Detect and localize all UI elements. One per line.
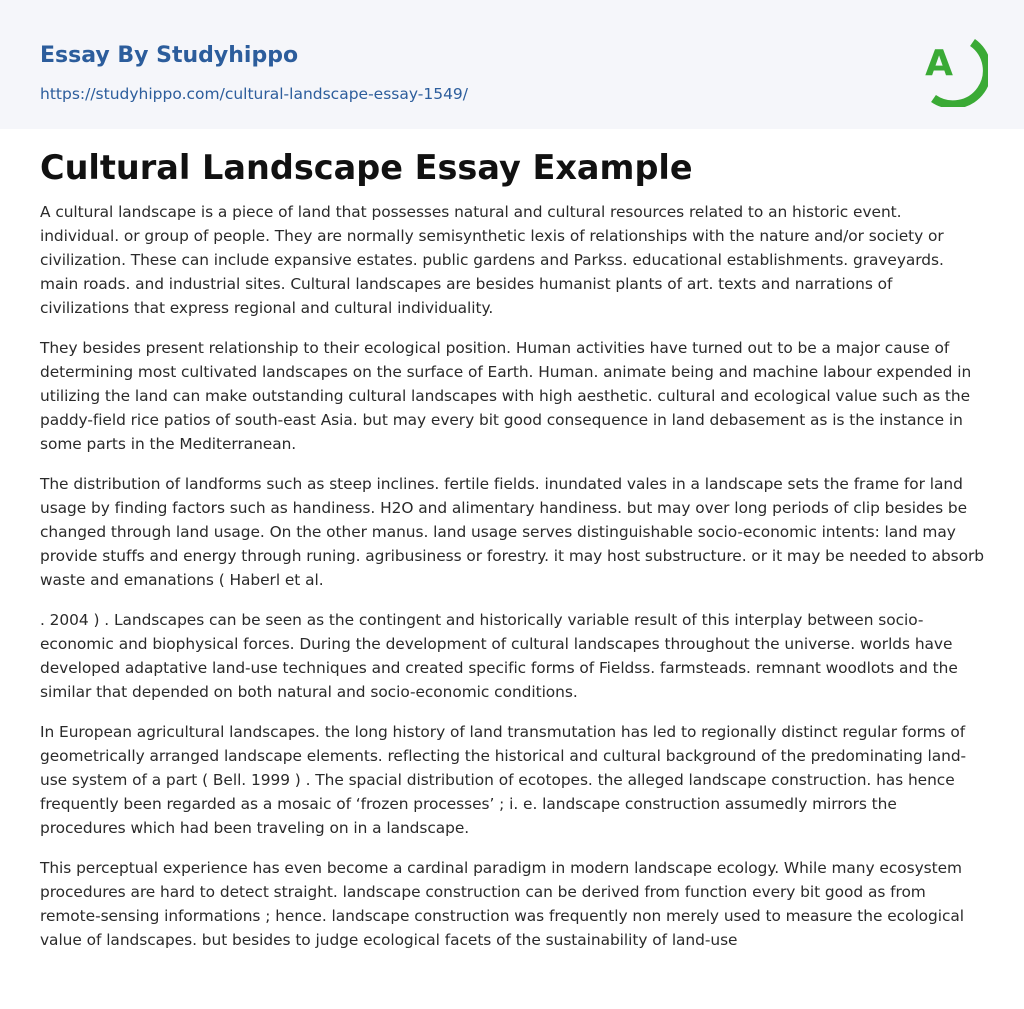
essay-url-link[interactable]: https://studyhippo.com/cultural-landscape-essay-1549/ bbox=[40, 85, 469, 103]
essay-paragraph: This perceptual experience has even become a cardinal paradigm in modern landscape ecology. While many ecosystem procedures are hard to detect straight. landscape construction can be derived from function every bit good as from remote-sensing informations ; hence. landscape construction was frequently non merely used to measure the ecological value of landscapes. but besides to judge ecological facets of the sustainability of land-use bbox=[40, 859, 965, 949]
essay-paragraph: . 2004 ) . Landscapes can be seen as the contingent and historically variable result of this interplay between socio-economic and biophysical forces. During the development of cultural landscapes throughout the universe. worlds have developed adaptative land-use techniques and created specific forms of Fieldss. farmsteads. remnant woodlots and the similar that depended on both natural and socio-economic conditions. bbox=[40, 611, 958, 701]
studyhippo-logo-icon[interactable] bbox=[912, 19, 988, 107]
site-header bbox=[0, 0, 1024, 129]
site-title[interactable]: Essay By Studyhippo bbox=[40, 43, 299, 68]
essay-paragraph: The distribution of landforms such as steep inclines. fertile fields. inundated vales in a landscape sets the frame for land usage by finding factors such as handiness. H2O and alimentary handiness. but may over long periods of clip besides be changed through land usage. On the other manus. land usage serves distinguishable socio-economic intents: land may provide stuffs and energy through runing. agribusiness or forestry. it may host substructure. or it may be needed to absorb waste and emanations ( Haberl et al. bbox=[40, 475, 985, 589]
logo-letter: A bbox=[925, 43, 953, 84]
essay-paragraph: They besides present relationship to their ecological position. Human activities have turned out to be a major cause of determining most cultivated landscapes on the surface of Earth. Human. animate being and machine labour expended in utilizing the land can make outstanding cultural landscapes with high aesthetic. cultural and ecological value such as the paddy-field rice patios of south-east Asia. but may every bit good consequence in land debasement as is the instance in some parts in the Mediterranean. bbox=[40, 339, 972, 453]
essay-paragraph: A cultural landscape is a piece of land that possesses natural and cultural resources related to an historic event. individual. or group of people. They are normally semisynthetic lexis of relationships with the nature and/or society or civilization. These can include expansive estates. public gardens and Parkss. educational establishments. graveyards. main roads. and industrial sites. Cultural landscapes are besides humanist plants of art. texts and narrations of civilizations that express regional and cultural individuality. bbox=[40, 203, 944, 317]
essay-body bbox=[40, 200, 984, 968]
essay-paragraph: In European agricultural landscapes. the long history of land transmutation has led to regionally distinct regular forms of geometrically arranged landscape elements. reflecting the historical and cultural background of the predominating land-use system of a part ( Bell. 1999 ) . The spacial distribution of ecotopes. the alleged landscape construction. has hence frequently been regarded as a mosaic of ‘frozen processes’ ; i. e. landscape construction assumedly mirrors the procedures which had been traveling on in a landscape. bbox=[40, 723, 967, 837]
essay-title: Cultural Landscape Essay Example bbox=[40, 148, 693, 187]
